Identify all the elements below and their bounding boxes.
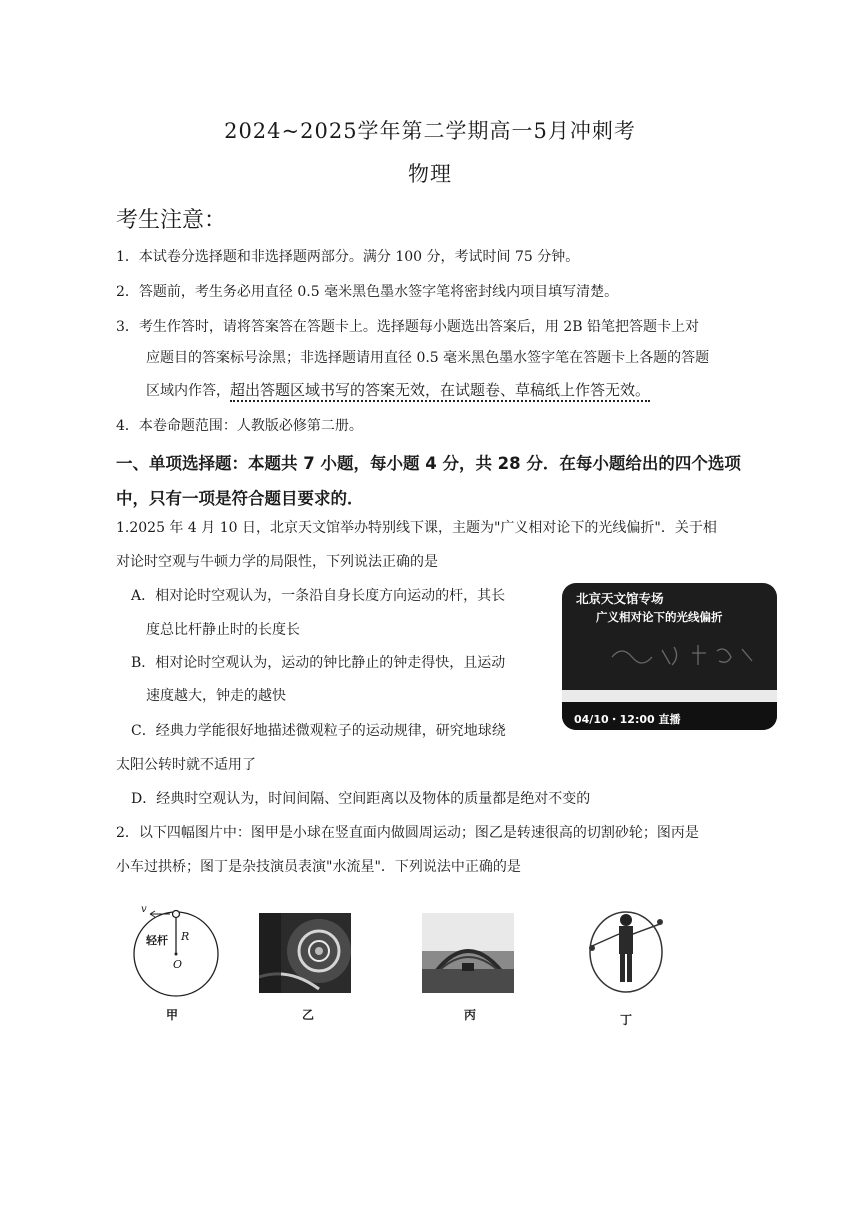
q1-stem-line2: 对论时空观与牛顿力学的局限性，下列说法正确的是: [116, 554, 438, 570]
q1-option-d: D．经典时空观认为，时间间隔、空间距离以及物体的质量都是绝对不变的: [131, 791, 591, 807]
figure-jia-diagram: [130, 906, 226, 998]
subject-title: 物理: [408, 162, 452, 186]
q2-stem-line1: 2．以下四幅图片中：图甲是小球在竖直面内做圆周运动；图乙是转速很高的切割砂轮；图丙是: [116, 825, 699, 841]
figure-ding-photo: [586, 906, 666, 1002]
figure-yi-label: 乙: [301, 1008, 314, 1022]
image-footer: 04/10・12:00 直播: [574, 713, 681, 726]
q1-option-a-line1: A．相对论时空观认为，一条沿自身长度方向运动的杆，其长: [131, 588, 506, 604]
notice-item-1: 1．本试卷分选择题和非选择题两部分。满分 100 分，考试时间 75 分钟。: [116, 249, 580, 265]
q1-option-c-line1: C．经典力学能很好地描述微观粒子的运动规律，研究地球绕: [131, 723, 506, 739]
figure-jia-rod-label: 轻杆: [146, 934, 168, 947]
notice-item-3: 3．考生作答时，请将答案答在答题卡上。选择题每小题选出答案后，用 2B 铅笔把答题卡上对: [116, 319, 700, 335]
notice-item-3-end: [146, 380, 650, 401]
q1-option-c-line2: 太阳公转时就不适用了: [116, 757, 256, 773]
q1-stem-line1: 1.2025 年 4 月 10 日，北京天文馆举办特别线下课，主题为"广义相对论下的光线偏折"．关于相: [116, 520, 717, 536]
notice-emphasis: 超出答题区域书写的答案无效，在试题卷、草稿纸上作答无效。: [230, 381, 650, 402]
q1-broadcast-image: [562, 583, 777, 730]
section1-line2: 中，只有一项是符合题目要求的．: [116, 489, 364, 508]
figure-jia-label: 甲: [165, 1008, 178, 1022]
figure-jia-r: R: [181, 930, 190, 943]
figure-jia-o: O: [173, 958, 183, 971]
q1-option-a-line2: 度总比杆静止时的长度长: [146, 622, 300, 638]
q1-option-b-line1: B．相对论时空观认为，运动的钟比静止的钟走得快，且运动: [131, 655, 506, 671]
q1-option-b-line2: 速度越大，钟走的越快: [146, 688, 286, 704]
notice-item-3-cont: 应题目的答案标号涂黑；非选择题请用直径 0.5 毫米黑色墨水签字笔在答题卡上各题的答题: [146, 350, 710, 366]
figure-yi-photo: [259, 913, 351, 993]
figure-jia-v: v: [141, 904, 147, 915]
image-title-line1: 北京天文馆专场: [576, 591, 664, 606]
notice-item-2: 2．答题前，考生务必用直径 0.5 毫米黑色墨水签字笔将密封线内项目填写清楚。: [116, 284, 619, 300]
exam-title: 2024~2025学年第二学期高一5月冲刺考: [224, 119, 636, 143]
figure-bing-label: 丙: [463, 1008, 476, 1022]
figure-bing-photo: [422, 913, 514, 993]
notice-item-4: 4．本卷命题范围：人教版必修第二册。: [116, 418, 363, 434]
notice-heading: 考生注意：: [116, 208, 227, 233]
section1-line1: 一、单项选择题：本题共 7 小题，每小题 4 分，共 28 分．在每小题给出的四个选项: [116, 454, 741, 473]
q2-stem-line2: 小车过拱桥；图丁是杂技演员表演"水流星"．下列说法中正确的是: [116, 859, 521, 875]
notice-item-3-prefix: 区域内作答，: [146, 383, 230, 399]
blackboard-scribble: [602, 635, 767, 675]
image-stripe: [562, 690, 777, 702]
figure-ding-label: 丁: [619, 1013, 632, 1027]
image-title-line2: 广义相对论下的光线偏折: [596, 610, 723, 624]
